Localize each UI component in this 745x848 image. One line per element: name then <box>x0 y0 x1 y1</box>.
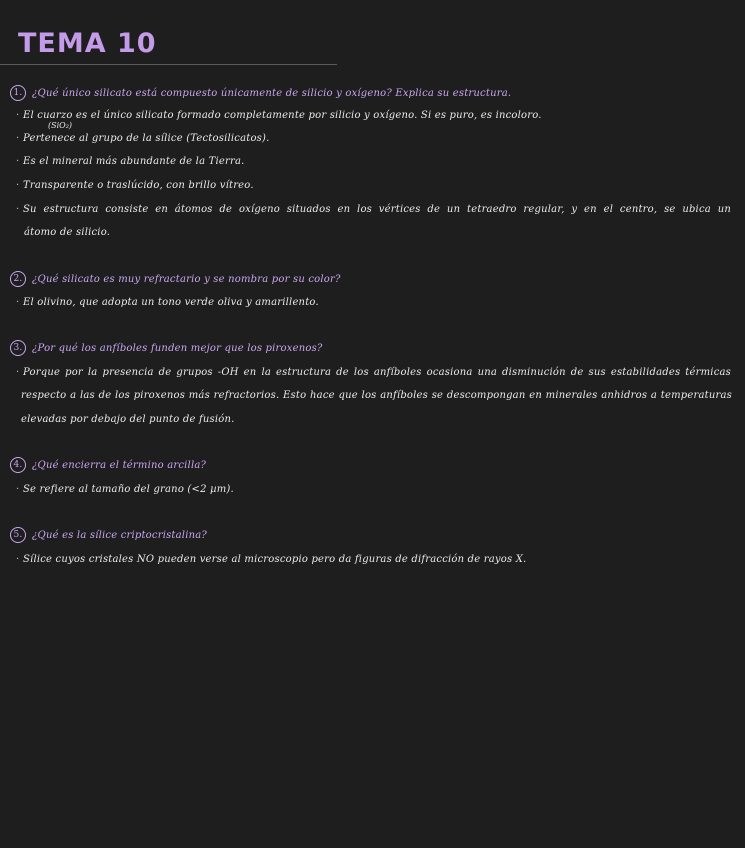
bullet: · <box>16 484 20 495</box>
bullet: · <box>16 297 20 308</box>
bullet: · <box>16 156 20 167</box>
answer-text: Pertenece al grupo de la sílice (Tectosilicatos). <box>23 133 270 144</box>
bullet: · <box>16 110 20 121</box>
answer-continuation: respecto a las de los piroxenos más refractorios. Esto hace que los anfíboles se descompongan en minerales anhidros a temperaturas <box>21 390 732 401</box>
answer-continuation: átomo de silicio. <box>24 227 111 238</box>
question-4 <box>10 457 206 473</box>
question-number-badge: 2. <box>10 271 26 287</box>
question-number-badge: 3. <box>10 340 26 356</box>
answer-text: El cuarzo es el único silicato formado completamente por silicio y oxígeno. Si es puro, es incoloro. <box>23 110 542 121</box>
question-text: ¿Qué único silicato está compuesto únicamente de silicio y oxígeno? Explica su estructura. <box>32 87 512 99</box>
answer-text: Es el mineral más abundante de la Tierra. <box>23 156 245 167</box>
answer-line <box>16 133 270 144</box>
answer-line <box>16 180 254 191</box>
answer-line <box>16 110 542 121</box>
answer-text: Transparente o traslúcido, con brillo vítreo. <box>23 180 254 191</box>
answer-line <box>16 484 234 495</box>
answer-text: Se refiere al tamaño del grano (<2 µm). <box>23 484 234 495</box>
answer-text: El olivino, que adopta un tono verde oliva y amarillento. <box>23 297 319 308</box>
question-text: ¿Qué silicato es muy refractario y se nombra por su color? <box>32 273 341 285</box>
question-text: ¿Por qué los anfíboles funden mejor que los piroxenos? <box>32 342 323 354</box>
bullet: · <box>16 204 20 215</box>
answer-text: Su estructura consiste en átomos de oxígeno situados en los vértices de un tetraedro regular, y en el centro, se ubica un <box>23 204 731 215</box>
question-text: ¿Qué encierra el término arcilla? <box>32 459 207 471</box>
bullet: · <box>16 180 20 191</box>
question-5 <box>10 527 207 543</box>
bullet: · <box>16 367 20 378</box>
formula-annotation: (SiO₂) <box>48 121 73 130</box>
page-title: TEMA 10 <box>18 28 157 59</box>
answer-text: Porque por la presencia de grupos -OH en la estructura de los anfíboles ocasiona una disminución de sus estabilidades térmicas <box>23 367 731 378</box>
question-2 <box>10 271 341 287</box>
question-number-badge: 1. <box>10 85 26 101</box>
question-1 <box>10 85 511 101</box>
title-divider <box>0 64 337 65</box>
answer-line <box>16 156 245 167</box>
answer-continuation: elevadas por debajo del punto de fusión. <box>21 414 235 425</box>
question-3 <box>10 340 322 356</box>
answer-line <box>16 297 319 308</box>
question-text: ¿Qué es la sílice criptocristalina? <box>32 529 207 541</box>
answer-line <box>16 554 526 565</box>
answer-text: Sílice cuyos cristales NO pueden verse al microscopio pero da figuras de difracción de rayos X. <box>23 554 527 565</box>
bullet: · <box>16 554 20 565</box>
bullet: · <box>16 133 20 144</box>
question-number-badge: 4. <box>10 457 26 473</box>
answer-line <box>16 367 731 378</box>
answer-line <box>16 204 731 215</box>
question-number-badge: 5. <box>10 527 26 543</box>
